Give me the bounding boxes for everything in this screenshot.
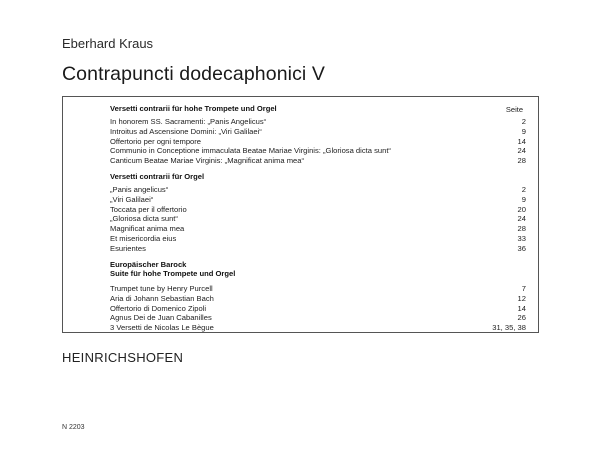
work-title: Contrapuncti dodecaphonici V: [62, 63, 325, 85]
composer-name: Eberhard Kraus: [62, 36, 154, 51]
toc-entry: [110, 244, 526, 254]
entry-page: 2: [521, 185, 526, 194]
toc-section-organ: [110, 172, 526, 254]
entry-page: 26: [517, 313, 526, 323]
section-title: Versetti contrarii für hohe Trompete und Orgel: [110, 104, 277, 113]
toc-entry: [110, 137, 526, 147]
entry-title: 3 Versetti de Nicolas Le Bègue: [110, 323, 214, 333]
entry-page: 24: [517, 214, 526, 224]
entry-title: Offertorio per ogni tempore: [110, 136, 202, 146]
entry-page: 36: [517, 243, 526, 253]
toc-entry: [110, 146, 526, 156]
toc-section-baroque-suite: [110, 260, 526, 333]
entry-title: Introitus ad Ascensione Domini: „Viri Galilaei“: [110, 126, 262, 136]
entry-page: 33: [517, 233, 526, 243]
toc-entry: [110, 185, 526, 195]
entry-title: In honorem SS. Sacramenti: „Panis Angelicus“: [110, 117, 267, 126]
entry-page: 14: [517, 303, 526, 313]
entry-page: 28: [517, 224, 526, 234]
entry-page: 31, 35, 38: [492, 323, 526, 333]
entry-title: Agnus Dei de Juan Cabanilles: [110, 313, 212, 323]
entry-title: „Panis angelicus“: [110, 185, 169, 194]
entry-page: 9: [521, 126, 526, 136]
section-title: Versetti contrarii für Orgel: [110, 172, 205, 181]
entry-title: Esurientes: [110, 243, 146, 253]
toc-entry: [110, 234, 526, 244]
toc-entry: [110, 284, 526, 294]
page-column-header: Seite: [505, 105, 523, 114]
toc-section-trumpet-organ: [110, 104, 526, 166]
toc-entry: [110, 127, 526, 137]
entry-title: Trumpet tune by Henry Purcell: [110, 284, 213, 293]
toc-entry: [110, 205, 526, 215]
entry-page: 28: [517, 156, 526, 166]
publisher-name: HEINRICHSHOFEN: [62, 350, 184, 365]
entry-title: Magnificat anima mea: [110, 224, 185, 234]
entry-page: 20: [517, 204, 526, 214]
entry-page: 2: [521, 117, 526, 126]
entry-page: 14: [517, 136, 526, 146]
toc-entry: [110, 195, 526, 205]
entry-title: Et misericordia eius: [110, 233, 177, 243]
toc-entry: [110, 313, 526, 323]
entry-title: „Viri Galilaei“: [110, 194, 154, 204]
section-title: Europäischer Barock: [110, 260, 187, 269]
catalog-number: N 2203: [62, 424, 85, 431]
entry-title: Aria di Johann Sebastian Bach: [110, 293, 214, 303]
toc-entry: [110, 117, 526, 127]
toc-entry: [110, 214, 526, 224]
toc-entry: [110, 304, 526, 314]
entry-title: Toccata per il offertorio: [110, 204, 187, 214]
entry-title: Communio in Conceptione immaculata Beatae Mariae Virginis: „Gloriosa dicta sunt“: [110, 146, 391, 156]
entry-page: 7: [521, 284, 526, 293]
section-subtitle: Suite für hohe Trompete und Orgel: [110, 269, 236, 278]
toc-entry: [110, 294, 526, 304]
entry-title: Canticum Beatae Mariae Virginis: „Magnificat anima mea“: [110, 156, 305, 166]
entry-page: 12: [517, 293, 526, 303]
entry-page: 24: [517, 146, 526, 156]
entry-page: 9: [521, 194, 526, 204]
toc-entry: [110, 323, 526, 333]
toc-entry: [110, 224, 526, 234]
entry-title: „Gloriosa dicta sunt“: [110, 214, 178, 224]
entry-title: Offertorio di Domenico Zipoli: [110, 303, 207, 313]
toc-entry: [110, 156, 526, 166]
